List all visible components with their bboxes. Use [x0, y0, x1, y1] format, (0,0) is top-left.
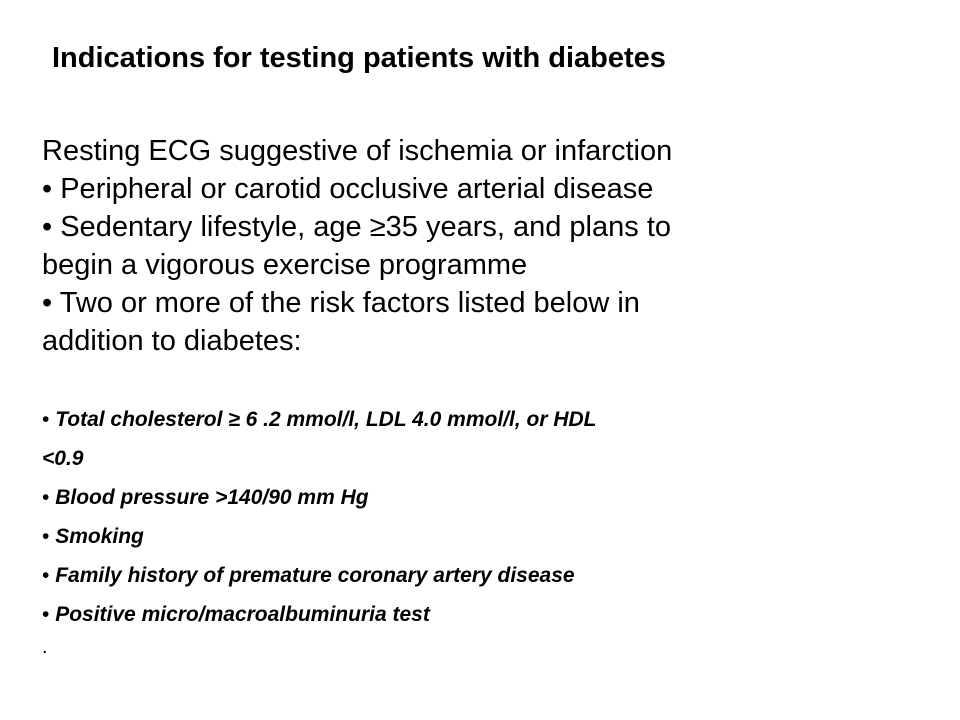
bullet-glyph: • — [42, 173, 53, 205]
slide-title: Indications for testing patients with diabetes — [52, 42, 666, 74]
main-line-sedentary — [42, 208, 932, 246]
main-bullet-list — [42, 132, 932, 360]
risk-item-albuminuria — [42, 595, 932, 634]
main-line-sedentary-cont — [42, 246, 932, 284]
main-line-text: Sedentary lifestyle, age ≥35 years, and plans to — [60, 211, 672, 243]
risk-item-text: Positive micro/macroalbuminuria test — [55, 603, 430, 626]
risk-factor-list — [42, 400, 932, 634]
main-line-risk-factors — [42, 284, 932, 322]
risk-item-cholesterol — [42, 400, 932, 439]
bullet-glyph: • — [42, 525, 50, 548]
risk-item-cholesterol-cont — [42, 439, 932, 478]
risk-item-blood-pressure — [42, 478, 932, 517]
risk-item-smoking — [42, 517, 932, 556]
risk-item-text: <0.9 — [42, 447, 84, 470]
bullet-glyph: • — [42, 603, 50, 626]
main-line-text: addition to diabetes: — [42, 325, 302, 357]
trailing-period: . — [42, 636, 48, 658]
main-line-risk-factors-cont — [42, 322, 932, 360]
bullet-glyph: • — [42, 486, 50, 509]
main-line-peripheral — [42, 170, 932, 208]
main-line-ecg — [42, 132, 932, 170]
bullet-glyph: • — [42, 211, 53, 243]
risk-item-text: Family history of premature coronary artery disease — [55, 564, 575, 587]
bullet-glyph: • — [42, 564, 50, 587]
bullet-glyph: • — [42, 408, 50, 431]
bullet-glyph: • — [42, 287, 53, 319]
main-line-text: Peripheral or carotid occlusive arterial disease — [60, 173, 654, 205]
risk-item-family-history — [42, 556, 932, 595]
risk-item-text: Total cholesterol ≥ 6 .2 mmol/l, LDL 4.0 mmol/l, or HDL — [55, 408, 597, 431]
main-line-text: Two or more of the risk factors listed below in — [59, 287, 640, 319]
main-line-text: Resting ECG suggestive of ischemia or infarction — [42, 135, 673, 167]
risk-item-text: Smoking — [55, 525, 144, 548]
risk-item-text: Blood pressure >140/90 mm Hg — [55, 486, 369, 509]
main-line-text: begin a vigorous exercise programme — [42, 249, 528, 281]
